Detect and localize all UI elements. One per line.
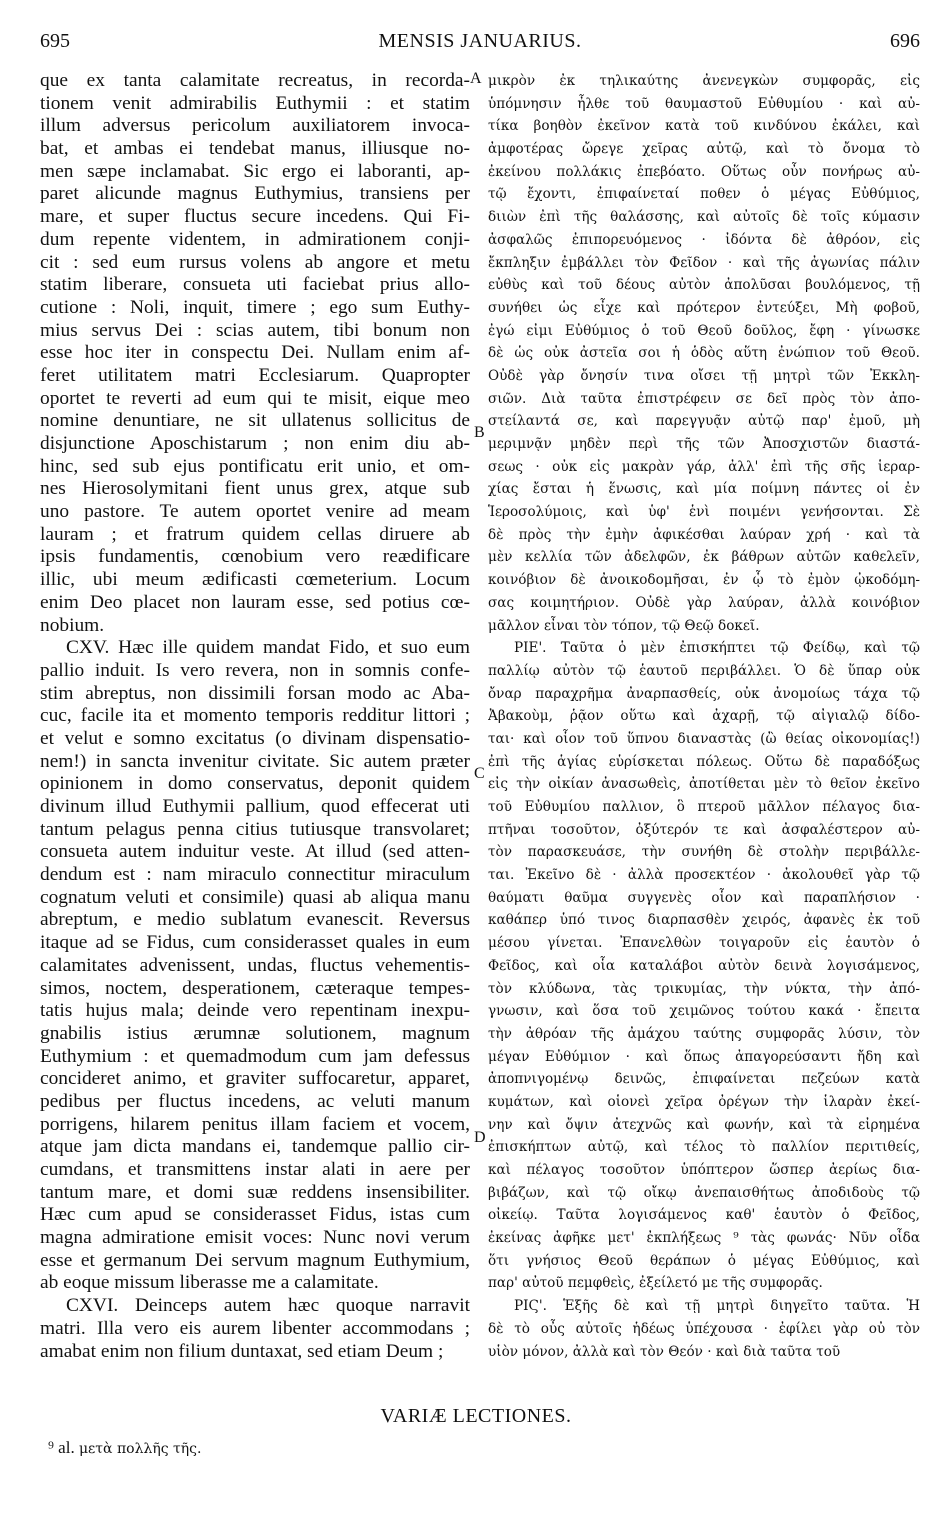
text-line: statim liberare, consueta uti faciebat prius allo- bbox=[40, 274, 470, 296]
text-line: γνωσιν, καὶ ὅσα τοῦ χειμῶνος τούτου κακά · ἔπειτα bbox=[488, 1003, 920, 1020]
text-line: υἱὸν μόνον, ἀλλὰ καὶ τὸν Θεόν · καὶ διὰ ταῦτα τοῦ bbox=[488, 1343, 841, 1360]
text-line: simos, noctem, desperationem, cæteraque tempes- bbox=[40, 977, 470, 999]
text-line: μᾶλλον εἶναι τὸν τόπον, τῷ Θεῷ δοκεῖ. bbox=[488, 617, 760, 634]
variae-lectiones-heading: VARIÆ LECTIONES. bbox=[380, 1405, 572, 1427]
text-line: ται. Ἐκεῖνο δὲ · ἀλλὰ προσεκτέον · ἀκολουθεῖ γὰρ τῷ bbox=[488, 867, 920, 884]
text-line: mius servus Dei : scias autem, tibi bonum non bbox=[40, 319, 470, 341]
text-line: δὲ τὸ οὖς αὐτοῖς ἡδέως ὑπέχουσα · ἐφίλει γὰρ οὐ τὸν bbox=[488, 1320, 920, 1337]
text-line: ὄναρ παραχρῆμα ἀναρπασθείς, οὐκ ἀνομοίως τάχα τῷ bbox=[488, 685, 920, 702]
text-line: cutione : Noli, inquit, timere ; ego sum Euthy- bbox=[40, 296, 470, 318]
text-line: κοινόβιον δὲ ἀνοικοδομῆσαι, ἐν ᾧ τὸ ἐμὸν ᾠκοδόμη- bbox=[488, 572, 920, 589]
text-line: καθάπερ ὑπό τινος διαρπασθὲν χειρός, ἀφανὲς ἐκ τοῦ bbox=[488, 912, 920, 929]
text-line: nobium. bbox=[40, 614, 105, 636]
text-line: κυμάτων, καὶ οἱονεὶ χεῖρα ὀρέγων τὴν ἱλαρὰν ἐκεί- bbox=[488, 1093, 920, 1110]
text-line: βιβάζων, καὶ τῷ οἴκῳ ἀνεπαισθήτως ἀποδιδοὺς τῷ bbox=[488, 1184, 920, 1201]
text-line: μεριμνᾷν μηδὲν περὶ τῆς τῶν Ἀποσχιστῶν διαστά- bbox=[488, 436, 920, 452]
text-line: χίας ἔσται ἡ ἕνωσις, καὶ μία ποίμνη πάντες οἱ ἐν bbox=[488, 481, 920, 498]
text-line: δὲ πρὸς τὴν ἐμὴν ἀφικέσθαι λαύραν χρή · καὶ τὰ bbox=[488, 526, 920, 543]
text-line: τὴν ἀθρόαν τῆς ἀμάχου ταύτης συμφορᾶς λύσιν, τὸν bbox=[488, 1025, 920, 1042]
text-line: men sæpe inclamabat. Sic ergo ei laboranti, ap- bbox=[40, 160, 470, 182]
text-line: stim abreptus, non dissimili forsan modo ac Aba- bbox=[40, 682, 470, 704]
text-line: ἀσφαλῶς ἐπιπορευόμενος · ἰδόντα δὲ ἀθρόον, εἰς bbox=[488, 231, 920, 248]
text-line: ab eoque missum liberasse me a calamitate. bbox=[40, 1272, 379, 1294]
text-line: divinum illud Euthymii pallium, quod effecerat uti bbox=[40, 796, 470, 817]
text-line: cit : sed eum rursus volens ab angore et metu bbox=[40, 251, 470, 273]
text-line: μέσου γίνεται. Ἐπανελθὼν τοιγαροῦν εἰς ἑαυτὸν ὁ bbox=[488, 935, 920, 952]
footnote-mark: ⁹ al. bbox=[48, 1438, 75, 1457]
latin-column bbox=[40, 70, 470, 1363]
text-line: παλλίῳ αὐτὸν τῷ ἑαυτοῦ περιβάλλει. Ὁ δὲ ὕπαρ οὐκ bbox=[488, 662, 920, 679]
text-line: οἰκείῳ. Ταῦτα λογισάμενος καθ' ἑαυτὸν ὁ Φεῖδος, bbox=[488, 1207, 920, 1224]
text-line: illum adversus pericolum auxiliatorem invoca- bbox=[40, 115, 470, 137]
text-line: opinionem in domo conservatus, deponit quidem bbox=[40, 773, 470, 795]
text-line: feret utilitatem matri Ecclesiarum. Quapropter bbox=[40, 364, 470, 386]
footnote-text: μετὰ πολλῆς τῆς. bbox=[78, 1441, 202, 1457]
text-line: consueta autem induitur veste. At illud (sed atten- bbox=[40, 841, 470, 863]
text-line: ὅτι γνήσιος Θεοῦ θεράπων ὁ μέγας Εὐθύμιος, καὶ bbox=[488, 1252, 920, 1269]
text-line: ἔκπληξιν ἐμβάλλει τὸν Φεῖδον · καὶ τῆς ἀγωνίας πάλιν bbox=[488, 254, 920, 271]
text-line: nes Hierosolymitani fient unus grex, atque sub bbox=[40, 478, 470, 500]
text-line: τοῦ Εὐθυμίου παλλιον, ὃ πτεροῦ μᾶλλον πέλαγος δια- bbox=[488, 799, 920, 815]
text-line: hinc, sed sub ejus pontificatu erit unio, et om- bbox=[40, 455, 470, 477]
text-line: τίκα βοηθὸν ἐκεῖνον κατὰ τοῦ κινδύνου ἐκάλει, καὶ bbox=[488, 118, 920, 135]
text-line: νην καὶ ὄψιν ἀτεχνῶς καὶ φωνήν, καὶ τὰ εἰρημένα bbox=[488, 1116, 920, 1133]
text-line: tatis hujus mala; deinde vero repentinam inexpu- bbox=[40, 1000, 470, 1022]
text-line: nomine denuntiare, ne sit ullatenus sollicitus de bbox=[40, 410, 470, 432]
text-line: esse hoc iter in conspectu Dei. Nullam enim af- bbox=[40, 342, 470, 364]
text-line: διιὼν ἐπὶ τῆς θαλάσσης, καὶ αὐτοῖς δὲ τοῖς κύμασιν bbox=[488, 209, 920, 226]
text-line: dum repente videntem, in admirationem conji- bbox=[40, 228, 470, 250]
section-marker-b: B bbox=[474, 424, 485, 441]
text-line: καὶ πέλαγος τοσοῦτον ὑπόπτερον ὥσπερ ἀερίως δια- bbox=[488, 1162, 920, 1178]
text-line: ΡΙϚ'. Ἑξῆς δὲ καὶ τῇ μητρὶ διηγεῖτο ταῦτα. Ἡ bbox=[514, 1298, 920, 1315]
text-line: Οὐδὲ γὰρ ὄνησίν τινα οἴσει τῇ μητρὶ τῶν Ἐκκλη- bbox=[488, 367, 920, 384]
text-line: εὐθὺς καὶ τοῦ δέους αὐτὸν ἀπολῦσαι βουλόμενος, τῇ bbox=[488, 277, 920, 294]
text-line: nem!) in sancta invenitur civitate. Sic autem præter bbox=[40, 750, 470, 772]
text-line: σιῶν. Διὰ ταῦτα ἐπιστρέφειν σε δεῖ πρὸς τὸν ἀπο- bbox=[488, 390, 920, 407]
text-line: Ἱεροσολύμοις, καὶ ὑφ' ἑνὶ ποιμένι γενήσονται. Σὲ bbox=[488, 504, 920, 521]
text-line: uno pastore. Te autem oportet venire ad meam bbox=[40, 501, 470, 523]
text-line: ὑπόμνησιν ἦλθε τοῦ θαυμαστοῦ Εὐθυμίου · καὶ αὐ- bbox=[488, 95, 920, 112]
text-line: magna admiratione emisit voces: Nunc novi verum bbox=[40, 1227, 470, 1249]
text-line: tantum mare, et domi suæ reddens insensibiliter. bbox=[40, 1181, 470, 1203]
page-header bbox=[40, 30, 920, 62]
text-line: ἐκείνας ἀφῆκε μετ' ἐκπλήξεως ⁹ τὰς φωνάς· Νῦν οἶδα bbox=[488, 1230, 920, 1247]
text-line: matri. Illa vero eis aurem libenter accommodans ; bbox=[40, 1317, 470, 1339]
text-line: pedibus per fluctus incedens, ac veluti manum bbox=[40, 1090, 470, 1112]
text-line: bat, et ambas ei tendebat manus, illiusque no- bbox=[40, 138, 470, 160]
text-line: mare, et super fluctus secure incedens. Qui Fi- bbox=[40, 206, 470, 228]
text-line: Φεῖδος, καὶ οἷα καταλάβοι αὐτὸν δεινὰ λογισάμενος, bbox=[488, 957, 920, 974]
text-line: tantum pelagus penna citius tutiusque transvolaret; bbox=[40, 818, 470, 840]
text-line: abreptum, e medio sublatum evanescit. Reversus bbox=[40, 909, 470, 931]
text-line: que ex tanta calamitate recreatus, in recorda- bbox=[40, 70, 470, 91]
section-marker-c: C bbox=[474, 765, 485, 782]
text-line: calamitates advenissent, undas, fluctus vehementis- bbox=[40, 954, 470, 976]
text-line: ται· καὶ οἷον τοῦ ὕπνου διαναστὰς (ὢ θείας οἰκονομίας!) bbox=[488, 730, 920, 747]
text-line: illic, ubi meum ædificasti cœmeterium. Locum bbox=[40, 569, 470, 591]
text-line: σας κοιμητήριον. Οὐδὲ γὰρ λαύραν, ἀλλὰ κοινόβιον bbox=[488, 594, 920, 611]
footnote bbox=[48, 1438, 201, 1458]
text-line: ἀποπνιγομένῳ δεινῶς, ἐπιφαίνεται πεζεύων κατὰ bbox=[488, 1071, 920, 1088]
text-line: ipsis fundamentis, cœnobium vero reædificare bbox=[40, 546, 470, 568]
text-line: παρ' αὐτοῦ πεμφθεὶς, ἐξείλετό με τῆς συμφορᾶς. bbox=[488, 1275, 823, 1292]
text-line: tionem venit admirabilis Euthymii : et statim bbox=[40, 92, 470, 114]
text-line: cognatum veluti et consimile) quasi ab aliqua manu bbox=[40, 886, 470, 908]
text-line: δὲ ὡς οὐκ ἀστεῖα σοι ἡ ὁδὸς αὕτη ἐνώπιον τοῦ Θεοῦ. bbox=[488, 345, 920, 362]
text-line: μὲν κελλία τῶν ἀδελφῶν, ἐκ βάθρων αὐτῶν καθελεῖν, bbox=[488, 549, 920, 566]
text-line: πτῆναι τοσοῦτον, ὀξύτερόν τε καὶ ἀσφαλέστερον αὐ- bbox=[488, 821, 920, 838]
text-line: oportet te reverti ad eum qui te misit, eique meo bbox=[40, 387, 470, 409]
text-line: συνήθει ὡς εἶχε καὶ πρότερον ἐντεύξει, Μὴ φοβοῦ, bbox=[488, 299, 920, 316]
text-line: et velut e somno excitatus (o divinam dispensatio- bbox=[40, 727, 470, 749]
text-line: itaque ad se Fidus, cum considerasset quales in eum bbox=[40, 932, 470, 954]
text-line: enim Deo placet non lauram esse, sed potius cœ- bbox=[40, 591, 470, 613]
text-line: μικρὸν ἐκ τηλικαύτης ἀνενεγκὼν συμφορᾶς, εἰς bbox=[488, 73, 920, 89]
text-line: ΡΙΕ'. Ταῦτα ὁ μὲν ἐπισκήπτει τῷ Φείδῳ, καὶ τῷ bbox=[514, 640, 920, 657]
text-line: disjunctione Aposchistarum ; non enim diu ab- bbox=[40, 433, 470, 454]
section-marker-a: A bbox=[470, 70, 482, 87]
text-line: gnabilis istius ærumnæ solutionem, magnum bbox=[40, 1022, 470, 1044]
page-number-right: 696 bbox=[890, 30, 920, 52]
text-line: ἐπὶ τῆς ἁγίας εὑρίσκεται πόλεως. Οὕτω δὲ παραδόξως bbox=[488, 753, 920, 770]
text-line: esse et germanum Dei servum magnum Euthymium, bbox=[40, 1249, 470, 1271]
text-line: ἐπισκήπτων αὐτῷ, καὶ τέλος τὸ παλλίον περιτιθείς, bbox=[488, 1139, 920, 1156]
section-marker-d: D bbox=[474, 1129, 486, 1146]
text-line: concideret animo, et graviter suffocaretur, apparet, bbox=[40, 1068, 470, 1090]
text-line: lauram ; et fratrum quidem cellas diruere ab bbox=[40, 523, 470, 545]
text-line: paret alicunde magnus Euthymius, transiens per bbox=[40, 183, 470, 205]
text-line: atque jam dicta mandans ei, tandemque pallio cir- bbox=[40, 1136, 470, 1158]
text-line: Euthymium : et quemadmodum cum jam defessus bbox=[40, 1045, 470, 1067]
text-line: Hæc cum apud se considerasset Fidus, istas cum bbox=[40, 1204, 470, 1226]
text-line: σεως · οὐκ εἰς μακρὰν γάρ, ἀλλ' ἐπὶ τῆς σῆς ἱεραρ- bbox=[488, 458, 920, 475]
text-line: ἐγώ εἰμι Εὐθύμιος ὁ τοῦ Θεοῦ δοῦλος, ἔφη · γίνωσκε bbox=[488, 322, 920, 339]
text-line: τὸν παρασκευάσε, τὴν συνήθη δὲ στολὴν περιβάλλε- bbox=[488, 844, 920, 861]
text-line: dendum est : nam miraculo connectitur miraculum bbox=[40, 864, 470, 886]
text-line: cuc, facile ita et momento temporis redditur littori ; bbox=[40, 705, 470, 727]
text-line: ἀμφοτέρας ὤρεγε χεῖρας αὐτῷ, καὶ τὸ ὄνομα τὸ bbox=[488, 141, 920, 158]
text-line: CXVI. Deinceps autem hæc quoque narravit bbox=[66, 1295, 470, 1317]
text-line: ἐκείνου πολλάκις ἐπεβόατο. Οὕτως οὖν πονήρως αὐ- bbox=[488, 163, 920, 180]
text-line: amabat enim non filium duntaxat, sed etiam Deum ; bbox=[40, 1340, 444, 1362]
text-line: porrigens, hilarem penitus illam faciem et vocem, bbox=[40, 1113, 470, 1135]
text-line: Ἀβακοὺμ, ῥᾷον οὕτω καὶ ἀχαρῇ, τῷ αἰγιαλῷ δίδο- bbox=[488, 708, 920, 725]
text-line: εἰς τὴν οἰκίαν ἀνασωθεὶς, ἀποτίθεται μὲν τὸ θεῖον ἐκεῖνο bbox=[488, 776, 920, 793]
page-number-left: 695 bbox=[40, 30, 70, 52]
text-line: τῷ ἔχοντι, ἐπιφαίνεταί ποθεν ὁ μέγας Εὐθύμιος, bbox=[488, 186, 920, 203]
text-line: τὸν κλύδωνα, τὰς τρικυμίας, τὴν νύκτα, τὴν ἀπό- bbox=[488, 980, 920, 997]
running-title: MENSIS JANUARIUS. bbox=[378, 30, 582, 52]
text-line: cumdans, et transmittens instar alati in aere per bbox=[40, 1159, 470, 1180]
text-line: στείλαντά σε, καὶ παρεγγυᾷν αὐτῷ παρ' ἐμοῦ, μὴ bbox=[488, 413, 920, 430]
text-line: μέγαν Εὐθύμιον · καὶ ὅπως ἀπαγορεύσαντι ἤδη καὶ bbox=[488, 1048, 920, 1065]
text-line: θαύματι θαῦμα συγγενὲς οἷον καὶ παραπλήσιον · bbox=[488, 889, 920, 906]
greek-column bbox=[488, 70, 920, 1363]
text-line: pallio induit. Is vero revera, non in somnis confe- bbox=[40, 659, 470, 681]
text-line: CXV. Hæc ille quidem mandat Fido, et suo eum bbox=[66, 637, 470, 659]
